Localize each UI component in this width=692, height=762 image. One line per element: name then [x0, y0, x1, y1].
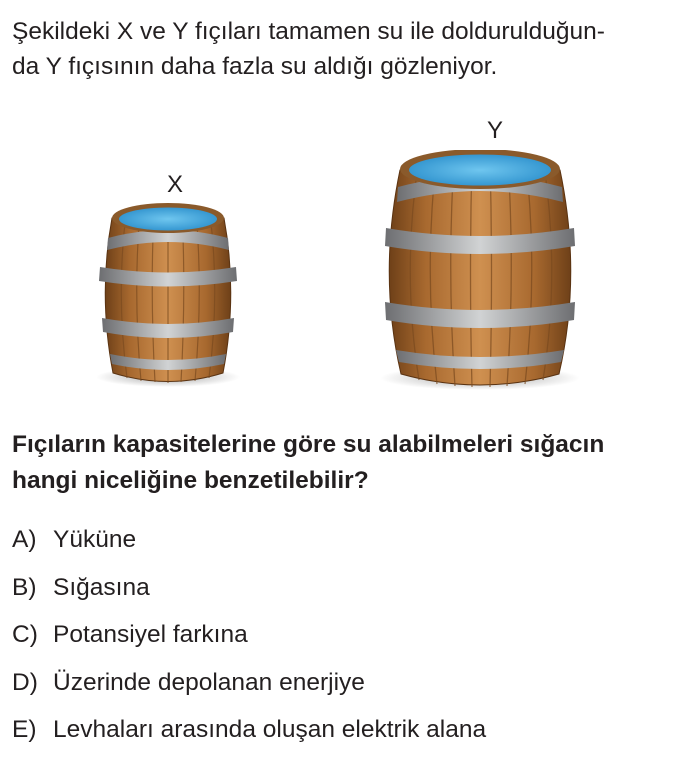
- question-prompt: [12, 427, 684, 499]
- option-d[interactable]: [12, 665, 486, 713]
- question-stem: [12, 14, 682, 84]
- question-stem-line-2: da Y fıçısının daha fazla su aldığı gözleniyor.: [12, 53, 498, 80]
- barrel-y: [380, 150, 580, 390]
- option-text: Potansiyel farkına: [53, 621, 248, 648]
- option-letter: C): [12, 621, 38, 648]
- option-text: Yüküne: [53, 526, 137, 553]
- option-b[interactable]: [12, 570, 486, 618]
- option-letter: A): [12, 526, 37, 553]
- question-prompt-line-1: Fıçıların kapasitelerine göre su alabilmeleri sığacın: [12, 431, 605, 458]
- option-letter: E): [12, 716, 37, 743]
- option-text: Sığasına: [53, 573, 150, 601]
- option-text: Levhaları arasında oluşan elektrik alana: [53, 716, 487, 743]
- question-prompt-line-2: hangi niceliğine benzetilebilir?: [12, 467, 369, 494]
- barrel-y-label: Y: [487, 117, 504, 144]
- barrel-x: [96, 203, 240, 387]
- option-a[interactable]: [12, 522, 486, 570]
- barrel-x-label: X: [167, 171, 184, 198]
- option-letter: D): [12, 668, 38, 696]
- answer-options: [12, 522, 486, 760]
- option-c[interactable]: [12, 617, 486, 665]
- option-letter: B): [12, 573, 37, 601]
- question-stem-line-1: Şekildeki X ve Y fıçıları tamamen su ile doldurulduğun-: [12, 18, 605, 45]
- option-e[interactable]: [12, 712, 486, 760]
- barrels-figure: [0, 150, 692, 400]
- option-text: Üzerinde depolanan enerjiye: [53, 668, 365, 696]
